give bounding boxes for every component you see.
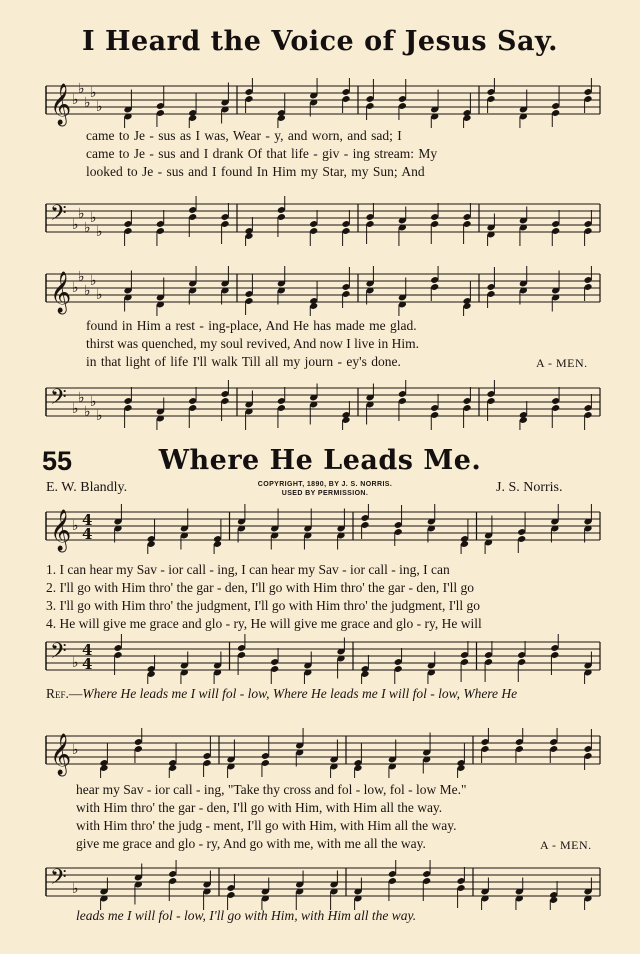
svg-text:4: 4	[82, 641, 93, 659]
svg-text:𝄢: 𝄢	[50, 865, 67, 895]
hymn-54-system-2-verse-3: in that light of life I'll walk Till all my journ - ey's done.	[86, 354, 401, 369]
svg-text:♭: ♭	[84, 283, 91, 299]
svg-text:♭: ♭	[72, 401, 79, 417]
svg-text:♭: ♭	[72, 280, 79, 296]
hymn-54-system-1-treble-staff	[0, 78, 640, 128]
hymn-54-system-1-verse-3: looked to Je - sus and I found In Him my Star, my Sun; And	[86, 164, 425, 179]
hymn-54-amen: A - MEN.	[536, 356, 588, 370]
svg-text:𝄞: 𝄞	[50, 510, 72, 551]
svg-text:♭: ♭	[90, 210, 97, 226]
hymn-55-amen: A - MEN.	[540, 838, 592, 852]
refrain-label: Ref.—	[46, 686, 83, 701]
hymn-55-system-2-verse-2: with Him thro' the gar - den, I'll go with Him, with Him all the way.	[76, 800, 443, 815]
svg-text:♭: ♭	[96, 408, 103, 424]
hymn-55-number: 55	[42, 446, 73, 476]
hymn-55-system-2-treble-staff	[0, 728, 640, 778]
hymn-55-system-1-verse-3: 3. I'll go with Him thro' the judgment, I'll go with Him thro' the judgment, I'll go	[46, 598, 480, 613]
hymn-55-system-1-verse-2: 2. I'll go with Him thro' the gar - den, I'll go with Him thro' the gar - den, I'll go	[46, 580, 474, 595]
svg-text:♭: ♭	[90, 394, 97, 410]
svg-text:♭: ♭	[84, 95, 91, 111]
hymn-55-refrain-line-1	[46, 686, 517, 702]
hymn-55-system-2-verse-3: with Him thro' the judg - ment, I'll go with Him, with Him all the way.	[76, 818, 457, 833]
svg-text:𝄞: 𝄞	[50, 84, 72, 125]
hymn-55-system-1-bass-staff	[0, 634, 640, 684]
svg-text:𝄞: 𝄞	[50, 734, 72, 775]
hymn-55-system-2-verse-4: give me grace and glo - ry, And go with me, with me all the way.	[76, 836, 426, 851]
svg-text:♭: ♭	[84, 404, 91, 420]
svg-text:𝄢: 𝄢	[50, 385, 67, 415]
hymn-55-system-1-verse-4: 4. He will give me grace and glo - ry, He will give me grace and glo - ry, He will	[46, 616, 482, 631]
hymn-54-system-2-verse-2: thirst was quenched, my soul revived, And now I live in Him.	[86, 336, 419, 351]
hymn-54-system-2-treble-staff	[0, 266, 640, 316]
svg-text:♭: ♭	[78, 269, 85, 285]
hymn-55-system-1-treble-staff	[0, 504, 640, 554]
svg-text:♭: ♭	[72, 881, 79, 897]
svg-text:♭: ♭	[72, 742, 79, 758]
svg-text:4: 4	[82, 525, 93, 543]
svg-text:♭: ♭	[90, 85, 97, 101]
svg-text:♭: ♭	[78, 206, 85, 222]
svg-text:♭: ♭	[78, 390, 85, 406]
copyright-line-2: USED BY PERMISSION.	[281, 490, 369, 497]
hymn-54-system-2-verse-1: found in Him a rest - ing-place, And He has made me glad.	[86, 318, 417, 333]
svg-text:4: 4	[82, 655, 93, 673]
copyright-line-1: COPYRIGHT, 1890, BY J. S. NORRIS.	[257, 481, 393, 488]
hymn-55-copyright	[200, 480, 450, 498]
hymn-55-title: Where He Leads Me.	[158, 445, 482, 476]
svg-text:♭: ♭	[96, 224, 103, 240]
hymn-54-system-2-bass-staff	[0, 380, 640, 430]
hymn-54-system-1-verse-2: came to Je - sus and I drank Of that life - giv - ing stream: My	[86, 146, 438, 161]
hymn-54-title: I Heard the Voice of Jesus Say.	[81, 26, 559, 57]
svg-text:𝄢: 𝄢	[50, 201, 67, 231]
refrain-text-1: Where He leads me I will fol - low, Where He leads me I will fol - low, Where He	[82, 686, 518, 701]
hymn-55-refrain-line-2: leads me I will fol - low, I'll go with Him, with Him all the way.	[76, 908, 417, 923]
hymn-55-system-1-verse-1: 1. I can hear my Sav - ior call - ing, I can hear my Sav - ior call - ing, I can	[46, 562, 450, 577]
hymn-54-system-1-verse-1: came to Je - sus as I was, Wear - y, and worn, and sad; I	[86, 128, 402, 143]
svg-text:♭: ♭	[72, 518, 79, 534]
svg-text:♭: ♭	[72, 217, 79, 233]
hymn-55-composer: J. S. Norris.	[496, 480, 563, 495]
svg-text:♭: ♭	[72, 92, 79, 108]
svg-text:♭: ♭	[96, 99, 103, 115]
hymn-54-system-1-bass-staff	[0, 196, 640, 246]
svg-text:♭: ♭	[96, 287, 103, 303]
svg-text:4: 4	[82, 511, 93, 529]
svg-text:♭: ♭	[84, 220, 91, 236]
svg-text:𝄢: 𝄢	[50, 639, 67, 669]
hymn-55-system-2-verse-1: hear my Sav - ior call - ing, "Take thy cross and fol - low, fol - low Me."	[76, 782, 467, 797]
svg-text:♭: ♭	[90, 273, 97, 289]
svg-text:♭: ♭	[78, 81, 85, 97]
hymn-55-author: E. W. Blandly.	[46, 480, 128, 495]
svg-text:♭: ♭	[72, 655, 79, 671]
svg-text:𝄞: 𝄞	[50, 272, 72, 313]
hymn-55-system-2-bass-staff	[0, 860, 640, 910]
